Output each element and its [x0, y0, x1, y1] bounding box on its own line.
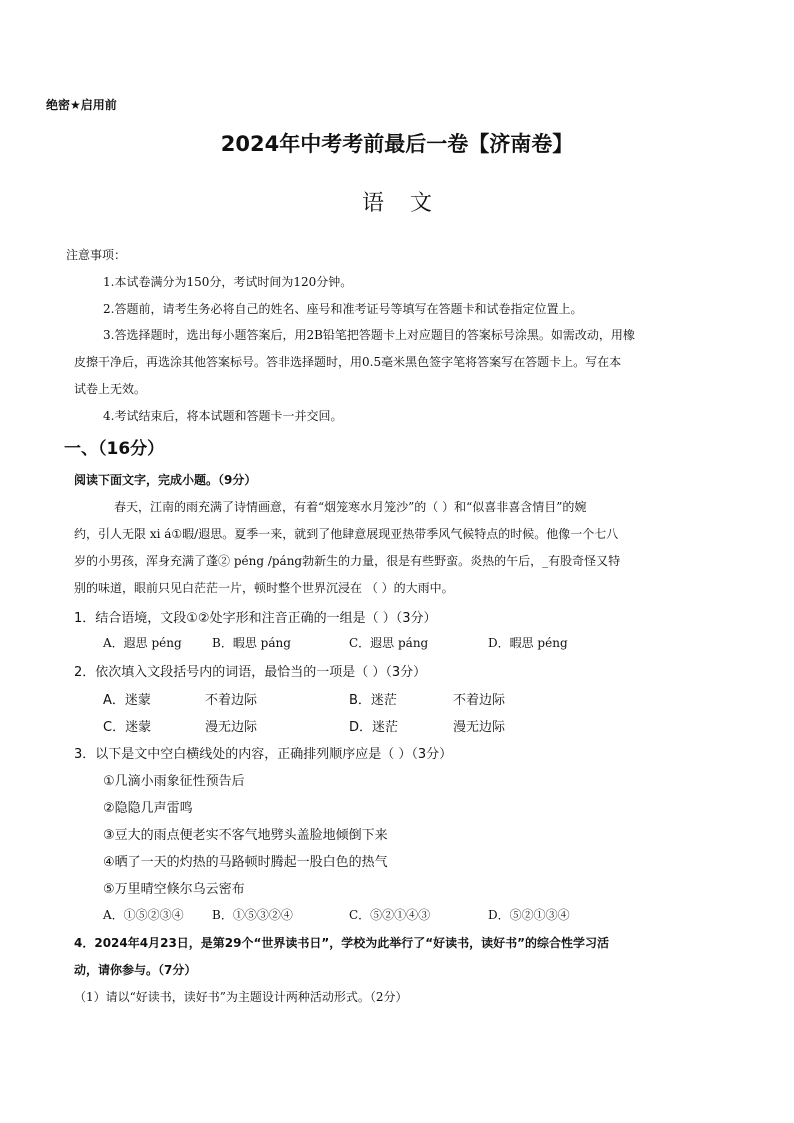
- question-2-option-b-phrase: 不着边际: [453, 693, 506, 708]
- notice-item-1: 1.本试卷满分为150分，考试时间为120分钟。: [103, 275, 353, 289]
- confidential-label: 绝密★启用前: [46, 98, 117, 112]
- question-3-option-a: A．①⑤②③④: [103, 908, 184, 922]
- question-1-option-a: A．遐思 péng: [103, 636, 182, 650]
- question-4-stem-line-1: 4．2024年4月23日，是第29个“世界读书日”，学校为此举行了“好读书，读好书”的综合性学习活: [74, 936, 610, 950]
- notice-heading: 注意事项：: [66, 248, 127, 262]
- passage-line-1: 春天，江南的雨充满了诗情画意，有着“烟笼寒水月笼沙”的（ ）和“似喜非喜含情目”的婉: [114, 500, 587, 514]
- notice-item-3-line-1: 3.答选择题时，选出每小题答案后，用2B铅笔把答题卡上对应题目的答案标号涂黑。如需改动，用橡: [103, 328, 635, 342]
- section-1-heading: 一、（16分）: [64, 439, 165, 459]
- passage-line-3: 岁的小男孩，浑身充满了蓬② péng /páng勃新生的力量，很是有些野蛮。炎热的午后，_有股奇怪又特: [74, 554, 621, 568]
- passage-line-4: 别的味道，眼前只见白茫茫一片，顿时整个世界沉浸在 （ ）的大雨中。: [74, 581, 454, 595]
- question-2-option-c-phrase: 漫无边际: [205, 720, 258, 735]
- question-2-option-a-phrase: 不着边际: [205, 693, 258, 708]
- question-1-stem: 1．结合语境，文段①②处字形和注音正确的一组是（ ）（3分）: [74, 611, 437, 626]
- question-2-option-d-letter: D．迷茫: [349, 720, 399, 735]
- question-3-option-b: B．①⑤③②④: [212, 908, 293, 922]
- question-3-item-1: ①几滴小雨象征性预告后: [103, 774, 245, 789]
- notice-item-3-line-2: 皮擦干净后，再选涂其他答案标号。答非选择题时，用0.5毫米黑色签字笔将答案写在答题卡上。写在本: [74, 355, 622, 369]
- passage-line-2: 约，引人无限 xi á①暇/遐思。夏季一来，就到了他肆意展现亚热带季风气候特点的时候。他像一个七八: [74, 527, 619, 541]
- question-3-item-2: ②隐隐几声雷鸣: [103, 801, 193, 816]
- notice-item-3-line-3: 试卷上无效。: [74, 382, 147, 396]
- question-4-stem-line-2: 动，请你参与。（7分）: [74, 963, 197, 977]
- question-2-option-c-letter: C．迷蒙: [103, 720, 152, 735]
- question-1-option-d: D．暇思 péng: [488, 636, 568, 650]
- question-3-stem: 3．以下是文中空白横线处的内容，正确排列顺序应是（ ）（3分）: [74, 747, 453, 762]
- question-2-stem: 2．依次填入文段括号内的词语，最恰当的一项是（ ）（3分）: [74, 665, 427, 680]
- question-3-item-5: ⑤万里晴空倏尔乌云密布: [103, 882, 245, 897]
- question-1-option-b: B．暇思 páng: [212, 636, 291, 650]
- notice-item-4: 4.考试结束后，将本试题和答题卡一并交回。: [103, 409, 343, 423]
- question-3-option-d: D．⑤②①③④: [488, 908, 570, 922]
- notice-item-2: 2.答题前，请考生务必将自己的姓名、座号和准考证号等填写在答题卡和试卷指定位置上。: [103, 302, 583, 316]
- question-3-item-3: ③豆大的雨点便老实不客气地劈头盖脸地倾倒下来: [103, 828, 388, 843]
- question-3-option-c: C．⑤②①④③: [349, 908, 431, 922]
- question-3-item-4: ④晒了一天的灼热的马路顿时腾起一股白色的热气: [103, 855, 388, 870]
- question-1-option-c: C．遐思 páng: [349, 636, 429, 650]
- subject-title: 语文: [361, 191, 458, 216]
- exam-title: 2024年中考考前最后一卷【济南卷】: [220, 132, 574, 156]
- question-2-option-d-phrase: 漫无边际: [453, 720, 506, 735]
- question-2-option-a-letter: A．迷蒙: [103, 693, 151, 708]
- reading-instruction: 阅读下面文字，完成小题。（9分）: [74, 473, 257, 487]
- question-4-sub-1: （1）请以“好读书，读好书”为主题设计两种活动形式。（2分）: [74, 990, 408, 1004]
- question-2-option-b-letter: B．迷茫: [349, 693, 397, 708]
